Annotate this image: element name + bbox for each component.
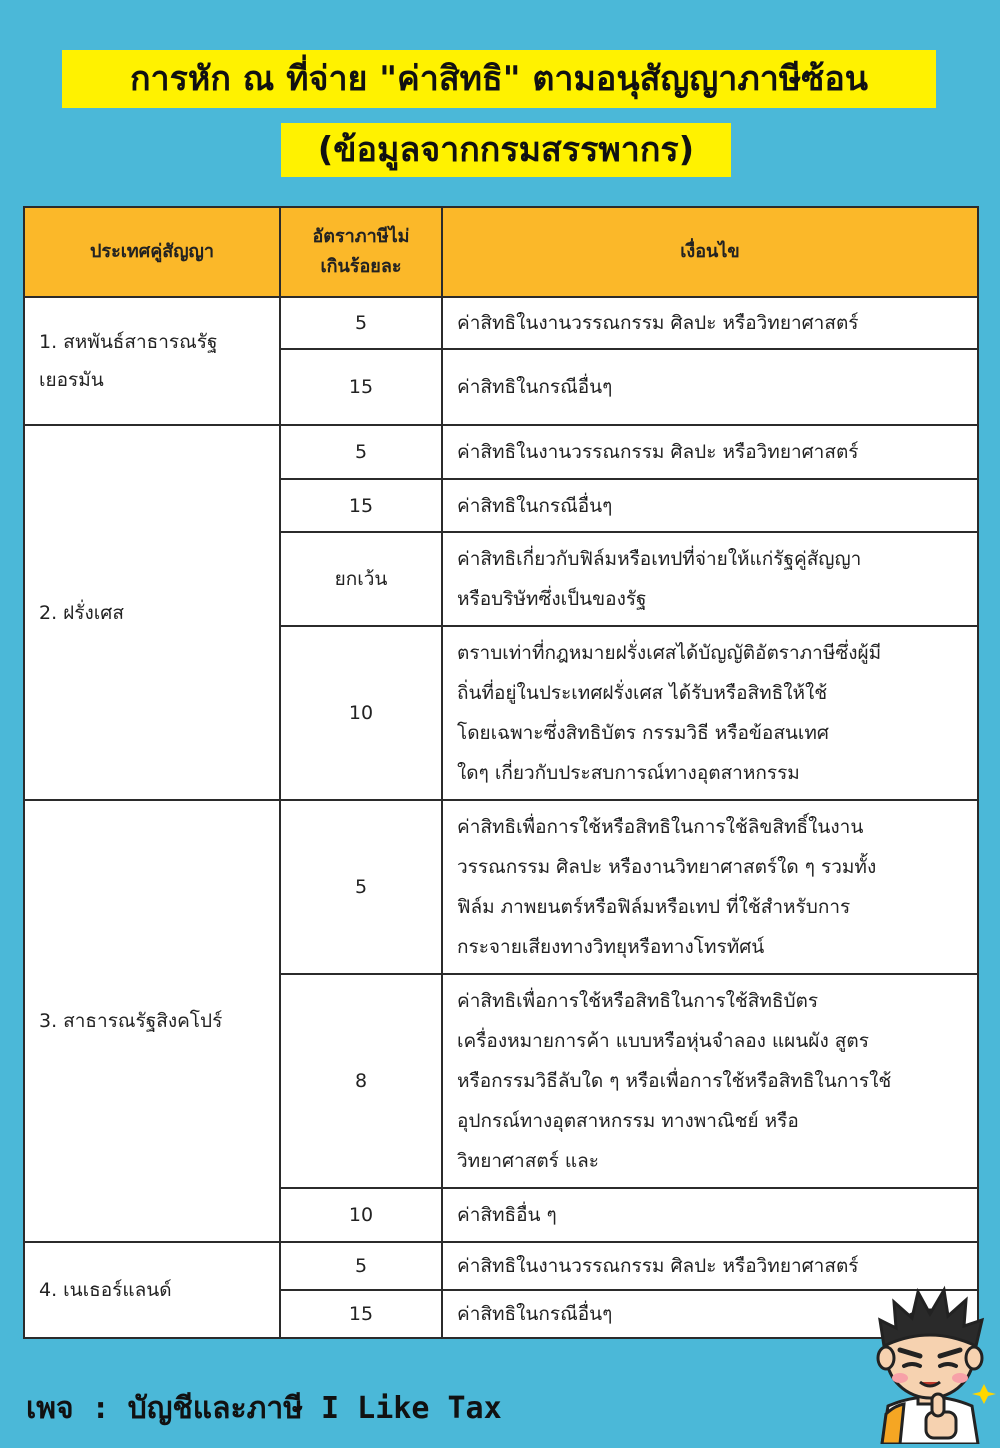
condition-cell (442, 479, 978, 532)
condition-text-line: โดยเฉพาะซึ่งสิทธิบัตร กรรมวิธี หรือข้อสนเทศ (457, 722, 829, 744)
condition-text-line: ค่าสิทธิเกี่ยวกับฟิล์มหรือเทปที่จ่ายให้แก่รัฐคู่สัญญา (457, 548, 862, 570)
header-rate-line-2: เกินร้อยละ (320, 256, 402, 277)
condition-text-line: ค่าสิทธิในงานวรรณกรรม ศิลปะ หรือวิทยาศาสตร์ (457, 312, 859, 334)
table-row (24, 800, 978, 974)
condition-text-line: ถิ่นที่อยู่ในประเทศฝรั่งเศส ได้รับหรือสิทธิให้ใช้ (457, 682, 828, 704)
table-header-row (24, 207, 978, 297)
condition-cell (442, 297, 978, 349)
tax-rate-cell: 8 (280, 974, 442, 1188)
table-row (24, 297, 978, 349)
condition-cell (442, 425, 978, 479)
tax-rate-cell: 5 (280, 297, 442, 349)
condition-text-line: ค่าสิทธิในงานวรรณกรรม ศิลปะ หรือวิทยาศาสตร์ (457, 441, 859, 463)
country-singapore (24, 800, 280, 1242)
tax-rate-cell: 5 (280, 425, 442, 479)
tax-rate-cell: 5 (280, 1242, 442, 1290)
condition-cell (442, 800, 978, 974)
condition-text-line: วิทยาศาสตร์ และ (457, 1150, 599, 1172)
header-rate (280, 207, 442, 297)
condition-text-line: ค่าสิทธิเพื่อการใช้หรือสิทธิในการใช้สิทธิบัตร (457, 990, 819, 1012)
country-netherlands (24, 1242, 280, 1338)
footer-page-credit: เพจ : บัญชีและภาษี I Like Tax (26, 1391, 502, 1426)
condition-cell (442, 1242, 978, 1290)
condition-cell (442, 532, 978, 626)
table-row (24, 1242, 978, 1290)
country-france (24, 425, 280, 800)
condition-cell (442, 349, 978, 425)
condition-text-line: เครื่องหมายการค้า แบบหรือหุ่นจำลอง แผนผัง สูตร (457, 1030, 869, 1052)
country-germany (24, 297, 280, 425)
country-name-line-1: 3. สาธารณรัฐสิงคโปร์ (39, 1010, 223, 1032)
condition-text-line: ตราบเท่าที่กฎหมายฝรั่งเศสได้บัญญัติอัตราภาษีซึ่งผู้มี (457, 642, 882, 664)
cartoon-boy-thumbs-up-icon (860, 1284, 1000, 1444)
condition-cell (442, 1188, 978, 1242)
tax-rate-cell: ยกเว้น (280, 532, 442, 626)
table-row (24, 425, 978, 479)
header-rate-line-1: อัตราภาษีไม่ (312, 226, 410, 247)
condition-text-line: อุปกรณ์ทางอุตสาหกรรม ทางพาณิชย์ หรือ (457, 1110, 799, 1132)
country-name-line-1: 1. สหพันธ์สาธารณรัฐ (39, 331, 218, 353)
condition-text-line: หรือบริษัทซึ่งเป็นของรัฐ (457, 588, 647, 610)
header-condition: เงื่อนไข (442, 207, 978, 297)
condition-text-line: หรือกรรมวิธีลับใด ๆ หรือเพื่อการใช้หรือสิทธิในการใช้ (457, 1070, 892, 1092)
page-title-line-2: (ข้อมูลจากกรมสรรพากร) (281, 123, 731, 177)
condition-text-line: ค่าสิทธิในงานวรรณกรรม ศิลปะ หรือวิทยาศาสตร์ (457, 1255, 859, 1277)
country-name-line-1: 4. เนเธอร์แลนด์ (39, 1279, 172, 1301)
tax-rate-cell: 15 (280, 479, 442, 532)
royalty-tax-table (23, 206, 979, 1339)
condition-text-line: ค่าสิทธิในกรณีอื่นๆ (457, 1303, 613, 1325)
country-name-line-1: 2. ฝรั่งเศส (39, 601, 124, 624)
tax-rate-cell: 15 (280, 1290, 442, 1338)
tax-rate-cell: 5 (280, 800, 442, 974)
condition-text-line: ค่าสิทธิในกรณีอื่นๆ (457, 376, 613, 398)
condition-cell (442, 974, 978, 1188)
condition-text-line: ฟิล์ม ภาพยนตร์หรือฟิล์มหรือเทป ที่ใช้สำหรับการ (457, 896, 851, 918)
tax-rate-cell: 10 (280, 1188, 442, 1242)
header-country: ประเทศคู่สัญญา (24, 207, 280, 297)
condition-text-line: ใดๆ เกี่ยวกับประสบการณ์ทางอุตสาหกรรม (457, 762, 800, 784)
tax-rate-cell: 15 (280, 349, 442, 425)
condition-text-line: กระจายเสียงทางวิทยุหรือทางโทรทัศน์ (457, 936, 765, 958)
condition-text-line: ค่าสิทธิในกรณีอื่นๆ (457, 494, 613, 517)
page-title-line-1: การหัก ณ ที่จ่าย "ค่าสิทธิ" ตามอนุสัญญาภาษีซ้อน (62, 50, 936, 108)
country-name-line-2: เยอรมัน (39, 369, 104, 391)
condition-text-line: ค่าสิทธิเพื่อการใช้หรือสิทธิในการใช้ลิขสิทธิ์ในงาน (457, 816, 864, 838)
condition-cell (442, 626, 978, 800)
tax-rate-cell: 10 (280, 626, 442, 800)
condition-text-line: วรรณกรรม ศิลปะ หรืองานวิทยาศาสตร์ใด ๆ รวมทั้ง (457, 856, 877, 878)
condition-text-line: ค่าสิทธิอื่น ๆ (457, 1204, 557, 1226)
